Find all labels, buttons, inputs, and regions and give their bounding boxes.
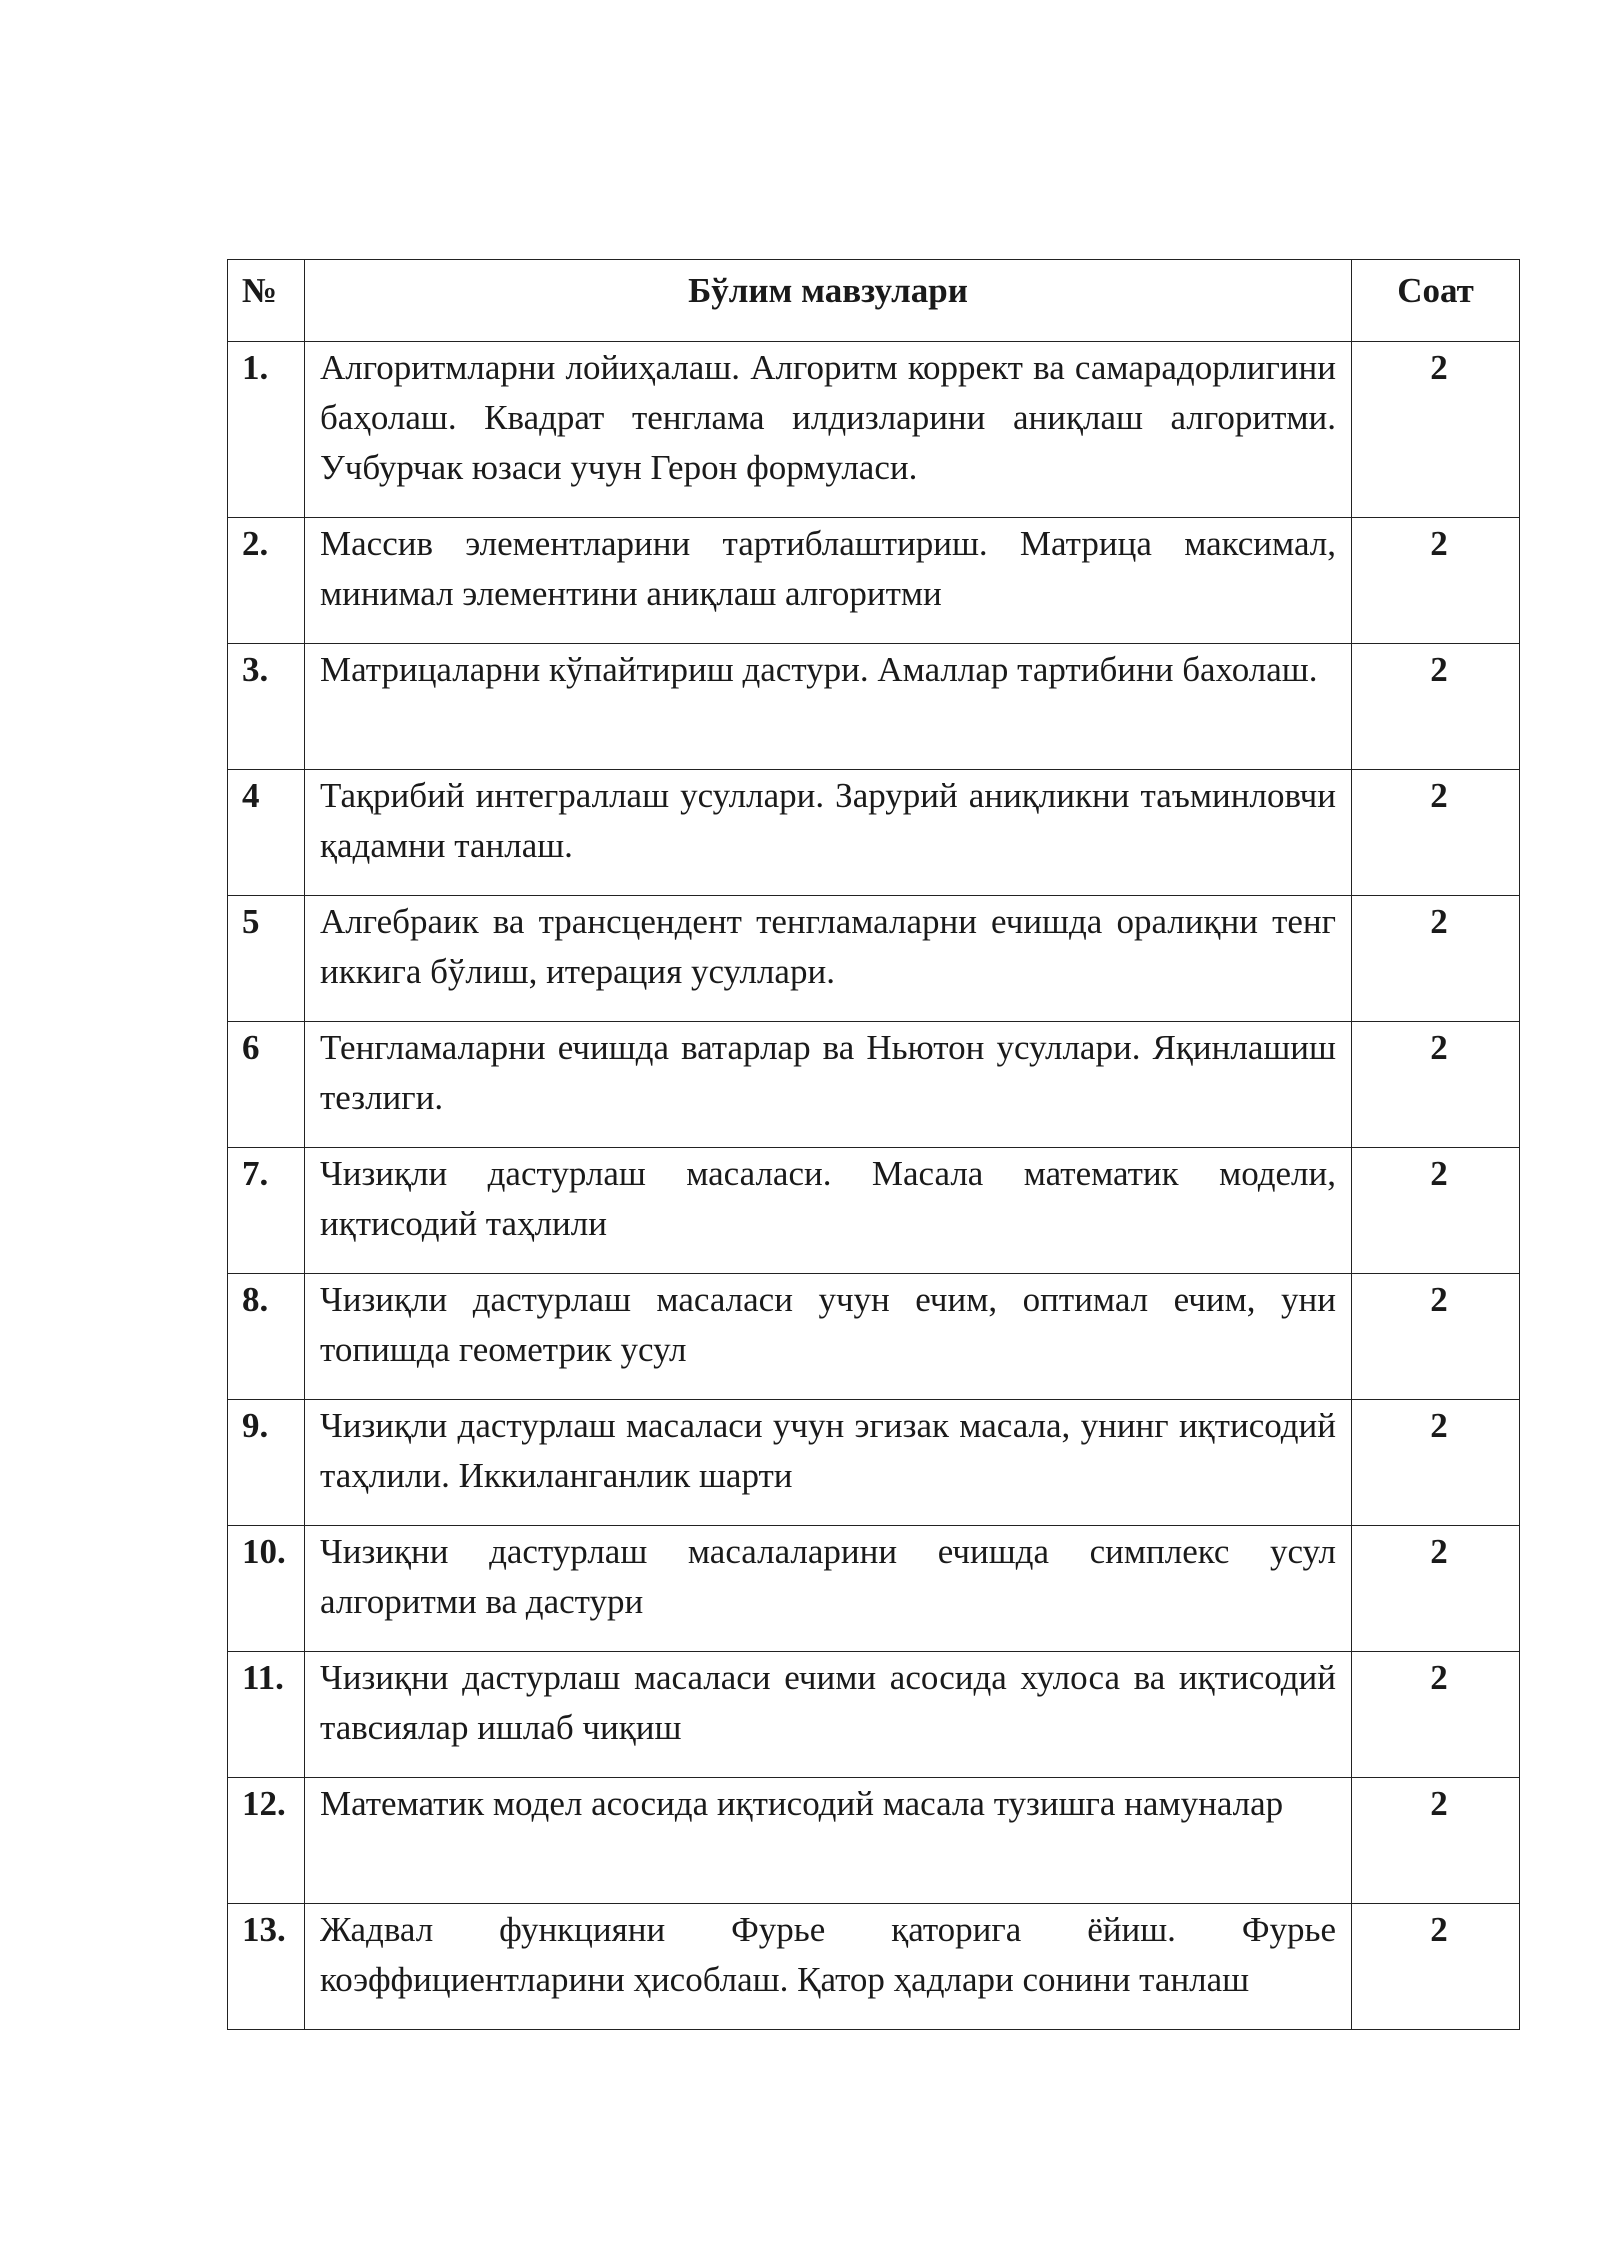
table-row — [228, 1400, 1520, 1526]
table-row — [228, 1652, 1520, 1778]
row-hours: 2 — [1352, 1022, 1520, 1148]
row-number: 12. — [228, 1778, 305, 1904]
table-row — [228, 1148, 1520, 1274]
row-hours: 2 — [1352, 1778, 1520, 1904]
table-row — [228, 896, 1520, 1022]
row-number: 5 — [228, 896, 305, 1022]
table-row — [228, 342, 1520, 518]
row-topic: Массив элементларини тартиблаштириш. Матрица максимал, минимал элементини аниқлаш алгоритми — [305, 518, 1352, 644]
row-hours: 2 — [1352, 1526, 1520, 1652]
table-row — [228, 1904, 1520, 2030]
row-topic: Матрицаларни кўпайтириш дастури. Амаллар тартибини бахолаш. — [305, 644, 1352, 770]
table-row — [228, 644, 1520, 770]
row-topic: Чизиқли дастурлаш масаласи учун ечим, оптимал ечим, уни топишда геометрик усул — [305, 1274, 1352, 1400]
row-number: 7. — [228, 1148, 305, 1274]
row-topic: Алгоритмларни лойиҳалаш. Алгоритм коррект ва самарадорлигини баҳолаш. Квадрат тенглама илдизларини аниқлаш алгоритми. Учбурчак юзаси учун Герон формуласи. — [305, 342, 1352, 518]
row-number: 13. — [228, 1904, 305, 2030]
row-number: 8. — [228, 1274, 305, 1400]
row-hours: 2 — [1352, 1148, 1520, 1274]
table-row — [228, 1778, 1520, 1904]
row-topic: Жадвал функцияни Фурье қаторига ёйиш. Фурье коэффициентларини ҳисоблаш. Қатор ҳадлари сонини танлаш — [305, 1904, 1352, 2030]
row-topic: Алгебраик ва трансцендент тенгламаларни ечишда оралиқни тенг иккига бўлиш, итерация усуллари. — [305, 896, 1352, 1022]
table-header-row — [228, 260, 1520, 342]
row-number: 1. — [228, 342, 305, 518]
header-hours: Соат — [1352, 260, 1520, 342]
row-number: 2. — [228, 518, 305, 644]
table-row — [228, 518, 1520, 644]
row-topic: Чизиқни дастурлаш масаласи ечими асосида хулоса ва иқтисодий тавсиялар ишлаб чиқиш — [305, 1652, 1352, 1778]
row-number: 4 — [228, 770, 305, 896]
row-hours: 2 — [1352, 770, 1520, 896]
row-topic: Чизиқли дастурлаш масаласи. Масала математик модели, иқтисодий таҳлили — [305, 1148, 1352, 1274]
row-topic: Чизиқли дастурлаш масаласи учун эгизак масала, унинг иқтисодий таҳлили. Иккиланганлик шарти — [305, 1400, 1352, 1526]
row-number: 3. — [228, 644, 305, 770]
topics-table — [227, 259, 1520, 2030]
header-number: № — [228, 260, 305, 342]
row-hours: 2 — [1352, 1904, 1520, 2030]
row-topic: Чизиқни дастурлаш масалаларини ечишда симплекс усул алгоритми ва дастури — [305, 1526, 1352, 1652]
row-hours: 2 — [1352, 1400, 1520, 1526]
table-body — [228, 342, 1520, 2030]
row-hours: 2 — [1352, 1274, 1520, 1400]
row-hours: 2 — [1352, 518, 1520, 644]
row-hours: 2 — [1352, 644, 1520, 770]
header-topic: Бўлим мавзулари — [305, 260, 1352, 342]
row-number: 9. — [228, 1400, 305, 1526]
row-number: 6 — [228, 1022, 305, 1148]
row-topic: Математик модел асосида иқтисодий масала тузишга намуналар — [305, 1778, 1352, 1904]
row-topic: Тенгламаларни ечишда ватарлар ва Ньютон усуллари. Яқинлашиш тезлиги. — [305, 1022, 1352, 1148]
row-hours: 2 — [1352, 896, 1520, 1022]
row-number: 11. — [228, 1652, 305, 1778]
row-number: 10. — [228, 1526, 305, 1652]
table-row — [228, 1022, 1520, 1148]
table-row — [228, 770, 1520, 896]
table-row — [228, 1526, 1520, 1652]
row-hours: 2 — [1352, 342, 1520, 518]
row-hours: 2 — [1352, 1652, 1520, 1778]
table-row — [228, 1274, 1520, 1400]
row-topic: Тақрибий интеграллаш усуллари. Зарурий аниқликни таъминловчи қадамни танлаш. — [305, 770, 1352, 896]
